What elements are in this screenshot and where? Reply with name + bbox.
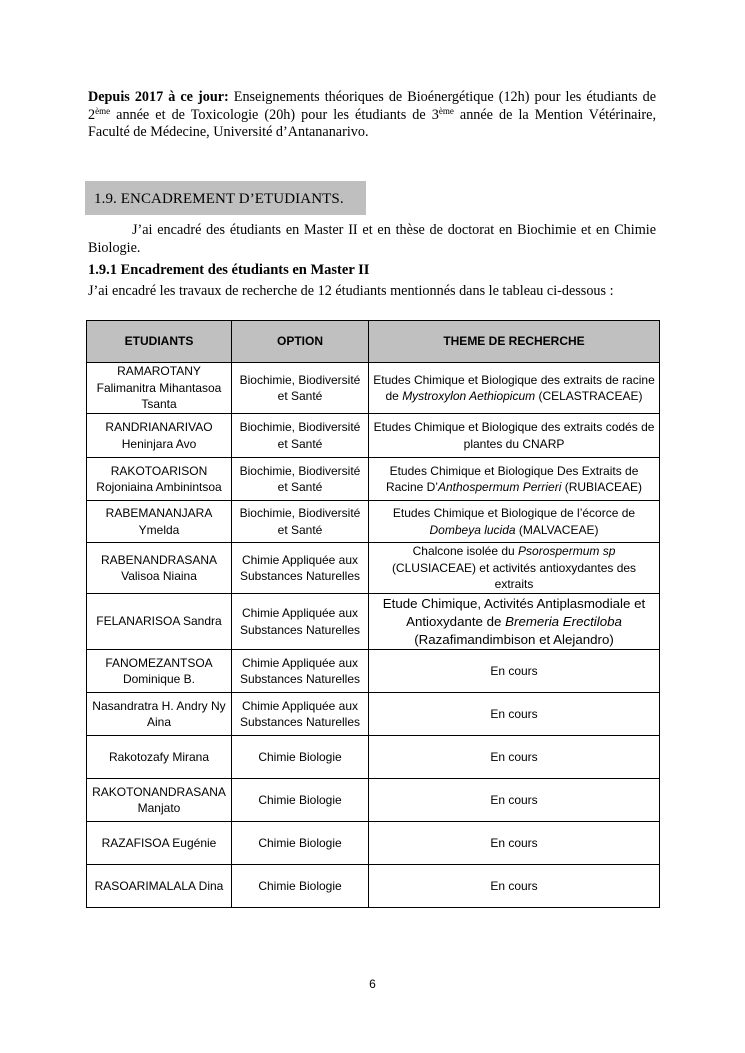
student-name: FELANARISOA Sandra <box>87 594 232 650</box>
student-name: RAMAROTANY Falimanitra Mihantasoa Tsanta <box>87 363 232 414</box>
student-option: Biochimie, Biodiversité et Santé <box>232 501 369 543</box>
section-paragraph <box>88 222 656 257</box>
table-row <box>87 693 660 736</box>
student-name: RASOARIMALALA Dina <box>87 865 232 908</box>
table-row <box>87 779 660 822</box>
student-option: Biochimie, Biodiversité et Santé <box>232 363 369 414</box>
theme-text: Etudes Chimique et Biologique des extraits codés de plantes du CNARP <box>373 420 655 451</box>
theme-text-suffix: (RUBIACEAE) <box>561 480 643 494</box>
teaching-period-label: Depuis 2017 à ce jour: <box>88 89 229 105</box>
research-theme <box>369 693 660 736</box>
table-row <box>87 363 660 414</box>
student-option: Chimie Appliquée aux Substances Naturelles <box>232 693 369 736</box>
research-theme <box>369 736 660 779</box>
species-name: Dombeya lucida <box>429 522 516 537</box>
page-number: 6 <box>369 977 376 991</box>
theme-text-suffix: (Razafimandimbison et Alejandro) <box>414 631 614 647</box>
table-row <box>87 594 660 650</box>
table-row <box>87 822 660 865</box>
header-theme: THEME DE RECHERCHE <box>369 321 660 363</box>
superscript: ème <box>438 105 454 116</box>
theme-text-suffix: (CLUSIACEAE) et activités antioxydantes des extraits <box>391 560 637 592</box>
section-paragraph-text: J’ai encadré des étudiants en Master II et en thèse de doctorat en Biochimie et en Chimie Biologie. <box>88 222 656 256</box>
research-theme <box>369 414 660 458</box>
student-name: RAKOTONANDRASANA Manjato <box>87 779 232 822</box>
theme-text-suffix: (MALVACEAE) <box>515 522 599 537</box>
student-name: RAZAFISOA Eugénie <box>87 822 232 865</box>
table-intro: J’ai encadré les travaux de recherche de 12 étudiants mentionnés dans le tableau ci-dessous : <box>88 283 614 299</box>
table-row <box>87 736 660 779</box>
student-name: RABENANDRASANA Valisoa Niaina <box>87 543 232 594</box>
teaching-text-b: année et de Toxicologie (20h) pour les étudiants de 3 <box>110 106 439 123</box>
research-theme <box>369 865 660 908</box>
header-students: ETUDIANTS <box>87 321 232 363</box>
teaching-paragraph <box>88 89 656 142</box>
table-row <box>87 458 660 501</box>
subsection-heading: 1.9.1 Encadrement des étudiants en Master II <box>88 262 370 278</box>
research-theme <box>369 779 660 822</box>
student-name: RABEMANANJARA Ymelda <box>87 501 232 543</box>
research-theme <box>369 594 660 650</box>
section-heading-box <box>85 181 366 215</box>
table-row <box>87 650 660 693</box>
theme-text: Etudes Chimique et Biologique Des Extraits de Racine D’ <box>385 463 639 494</box>
theme-text: En cours <box>490 792 538 807</box>
student-option: Chimie Appliquée aux Substances Naturelles <box>232 543 369 594</box>
table-row <box>87 414 660 458</box>
species-name: Mystroxylon Aethiopicum <box>402 389 536 403</box>
student-name: Nasandratra H. Andry Ny Aina <box>87 693 232 736</box>
header-option: OPTION <box>232 321 369 363</box>
section-title: 1.9. ENCADREMENT D’ETUDIANTS. <box>94 191 344 207</box>
research-theme <box>369 650 660 693</box>
theme-text: En cours <box>490 749 538 764</box>
research-theme <box>369 822 660 865</box>
student-option: Biochimie, Biodiversité et Santé <box>232 458 369 501</box>
student-option: Chimie Biologie <box>232 865 369 908</box>
superscript: ème <box>95 105 111 116</box>
research-theme <box>369 543 660 594</box>
table-row <box>87 501 660 543</box>
theme-text: Chalcone isolée du <box>412 544 519 559</box>
theme-text-suffix: (CELASTRACEAE) <box>535 389 643 403</box>
theme-text: Etude Chimique, Activités Antiplasmodiale et Antioxydante de <box>382 595 646 629</box>
student-name: FANOMEZANTSOA Dominique B. <box>87 650 232 693</box>
teaching-text-c: année de la Mention Vétérinaire, Faculté de Médecine, Université d’Antananarivo. <box>88 106 656 140</box>
student-name: RANDRIANARIVAO Heninjara Avo <box>87 414 232 458</box>
theme-text: Etudes Chimique et Biologique des extraits de racine de <box>373 372 655 403</box>
student-option: Chimie Biologie <box>232 736 369 779</box>
table-row <box>87 865 660 908</box>
student-name: RAKOTOARISON Rojoniaina Ambinintsoa <box>87 458 232 501</box>
students-table <box>86 320 660 908</box>
research-theme <box>369 458 660 501</box>
theme-text: En cours <box>490 835 538 850</box>
student-option: Biochimie, Biodiversité et Santé <box>232 414 369 458</box>
table-header-row <box>87 321 660 363</box>
student-option: Chimie Biologie <box>232 822 369 865</box>
research-theme <box>369 363 660 414</box>
theme-text: En cours <box>490 878 538 893</box>
student-name: Rakotozafy Mirana <box>87 736 232 779</box>
species-name: Anthospermum Perrieri <box>437 480 562 494</box>
theme-text: En cours <box>490 663 538 678</box>
species-name: Bremeria Erectiloba <box>505 613 622 629</box>
species-name: Psorospermum sp <box>518 544 616 559</box>
student-option: Chimie Appliquée aux Substances Naturelles <box>232 594 369 650</box>
research-theme <box>369 501 660 543</box>
student-option: Chimie Appliquée aux Substances Naturelles <box>232 650 369 693</box>
student-option: Chimie Biologie <box>232 779 369 822</box>
theme-text: Etudes Chimique et Biologique de l’écorce de <box>392 506 636 520</box>
table-row <box>87 543 660 594</box>
theme-text: En cours <box>490 706 538 721</box>
teaching-text-a: Enseignements théoriques de Bioénergétique (12h) pour les étudiants de 2 <box>88 89 656 123</box>
